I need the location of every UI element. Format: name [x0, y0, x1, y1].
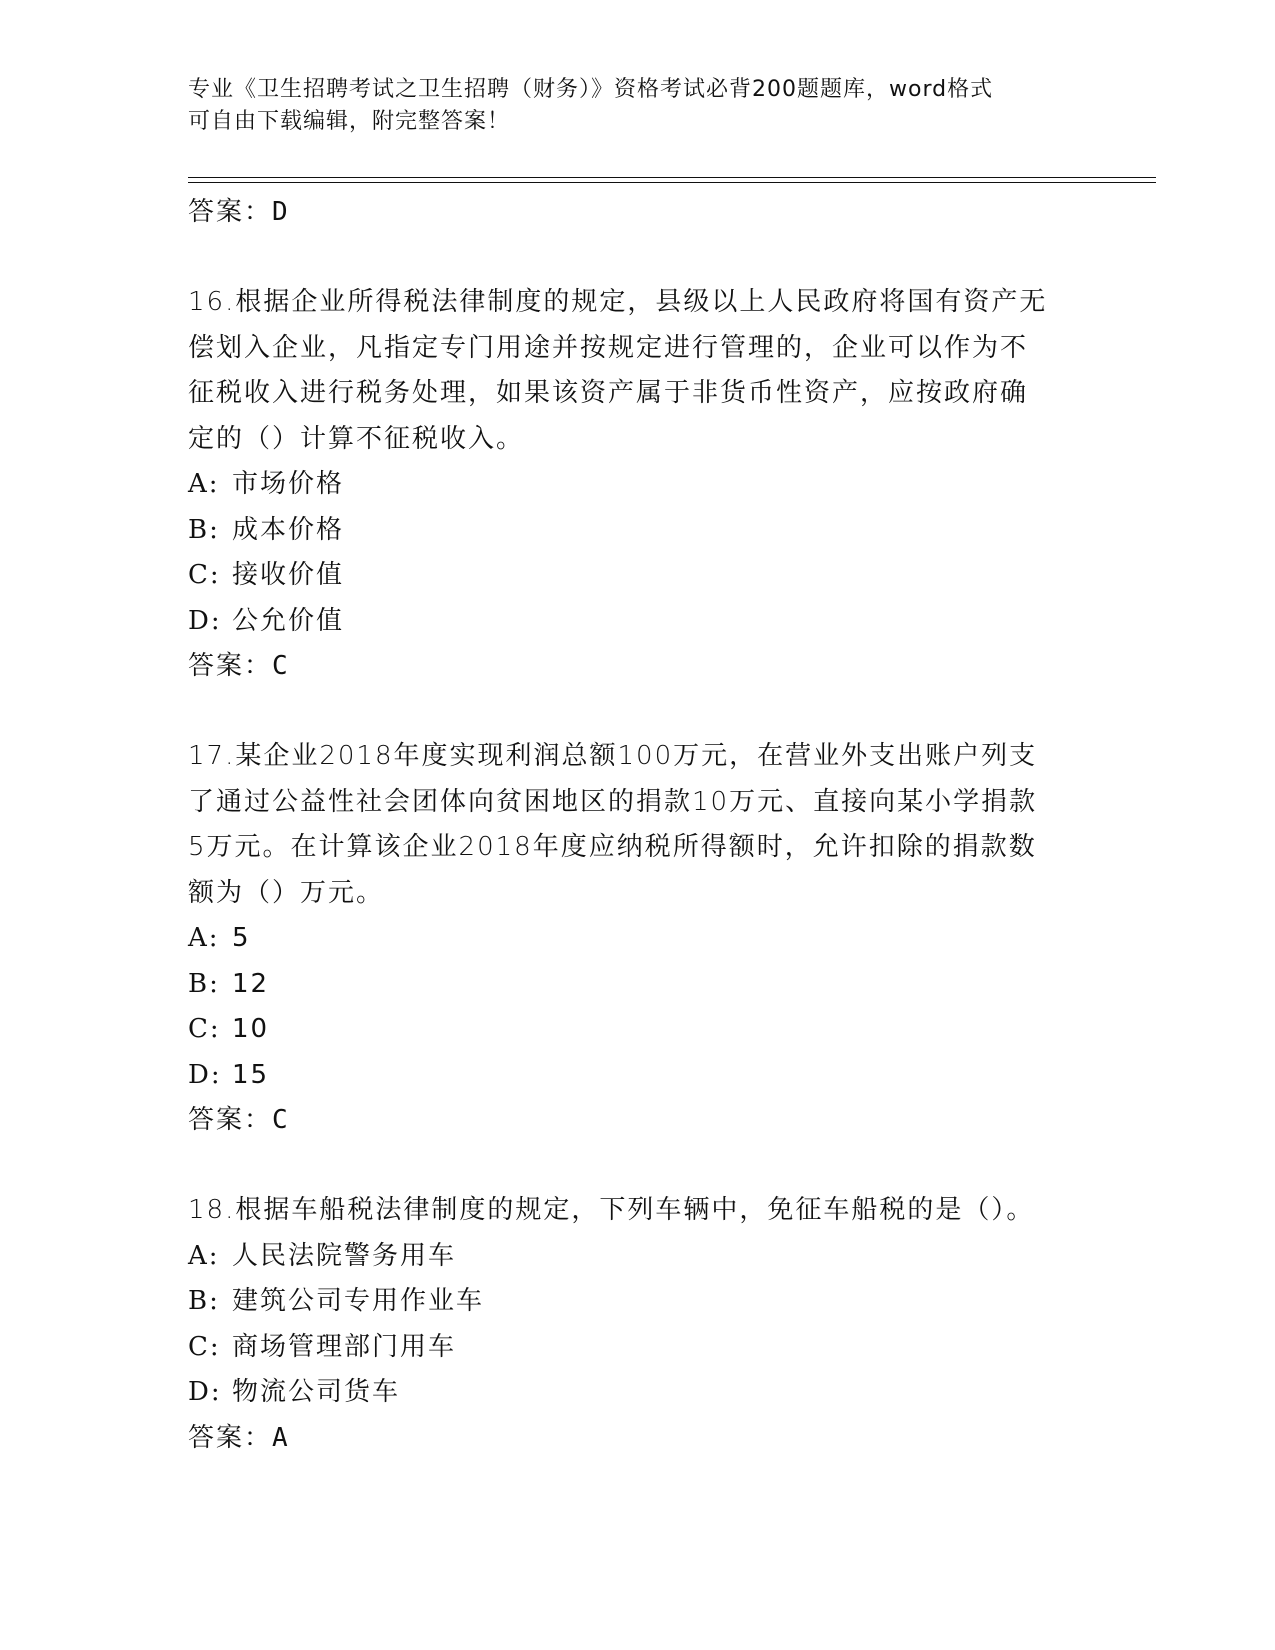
header-line: 专业《卫生招聘考试之卫生招聘（财务）》资格考试必背200题题库，word格式 [188, 77, 994, 102]
option-letter: C: [188, 560, 221, 590]
option-a [188, 462, 1088, 508]
option-text: 商场管理部门用车 [232, 1331, 457, 1362]
option-letter: D: [188, 1377, 222, 1407]
option-letter: B: [188, 514, 220, 545]
answer-line: 答案：D [188, 197, 290, 227]
option-text: 人民法院警务用车 [232, 1240, 457, 1271]
option-b [188, 962, 1088, 1008]
question-text [188, 1188, 1088, 1234]
option-a [188, 1234, 1088, 1280]
option-text: 5 [232, 923, 251, 953]
question-line: 征税收入进行税务处理，如果该资产属于非货币性资产，应按政府确 [188, 378, 1029, 408]
option-letter: D: [188, 1059, 222, 1090]
question-line: 定的（）计算不征税收入。 [188, 423, 525, 454]
option-d [188, 1370, 1088, 1416]
question-line: 5万元。在计算该企业2018年度应纳税所得额时，允许扣除的捐款数 [188, 832, 1037, 862]
option-text: 公允价值 [232, 605, 345, 636]
option-letter: A: [188, 469, 220, 499]
option-text: 市场价格 [232, 469, 345, 499]
question-line: 16.根据企业所得税法律制度的规定，县级以上人民政府将国有资产无 [188, 287, 1048, 317]
header-line: 可自由下载编辑，附完整答案！ [188, 109, 511, 134]
option-text: 10 [232, 1014, 270, 1044]
option-c [188, 1325, 1088, 1371]
option-letter: D: [188, 605, 222, 636]
option-letter: C: [188, 1014, 221, 1044]
question-text [188, 280, 1088, 462]
option-c [188, 553, 1088, 599]
option-text: 成本价格 [232, 514, 345, 545]
option-letter: A: [188, 1240, 220, 1271]
question-list [188, 190, 1088, 1460]
option-text: 接收价值 [232, 560, 345, 590]
option-letter: C: [188, 1331, 221, 1362]
option-d [188, 1053, 1088, 1099]
option-c [188, 1007, 1088, 1053]
option-b [188, 508, 1088, 554]
question-line: 偿划入企业，凡指定专门用途并按规定进行管理的，企业可以作为不 [188, 332, 1029, 363]
question-18 [188, 1188, 1088, 1460]
question-text [188, 734, 1088, 916]
header-divider-top [188, 177, 1156, 178]
answer-line: 答案：C [188, 651, 290, 681]
answer-line: 答案：A [188, 1422, 290, 1453]
option-letter: B: [188, 1286, 220, 1316]
question-16 [188, 280, 1088, 688]
option-letter: B: [188, 968, 220, 999]
question-line: 了通过公益性社会团体向贫困地区的捐款10万元、直接向某小学捐款 [188, 786, 1038, 817]
option-b [188, 1279, 1088, 1325]
question-line: 额为（）万元。 [188, 877, 385, 908]
answer-line: 答案：C [188, 1105, 290, 1135]
option-text: 12 [232, 968, 270, 999]
option-text: 建筑公司专用作业车 [232, 1286, 485, 1316]
option-text: 物流公司货车 [232, 1377, 401, 1407]
question-line: 18.根据车船税法律制度的规定，下列车辆中，免征车船税的是（）。 [188, 1195, 1035, 1225]
question-17 [188, 734, 1088, 1142]
option-d [188, 599, 1088, 645]
document-header [188, 74, 1088, 138]
option-a [188, 916, 1088, 962]
option-letter: A: [188, 923, 220, 953]
option-text: 15 [232, 1059, 270, 1090]
header-divider-bottom [188, 182, 1156, 183]
question-line: 17.某企业2018年度实现利润总额100万元，在营业外支出账户列支 [188, 741, 1038, 771]
